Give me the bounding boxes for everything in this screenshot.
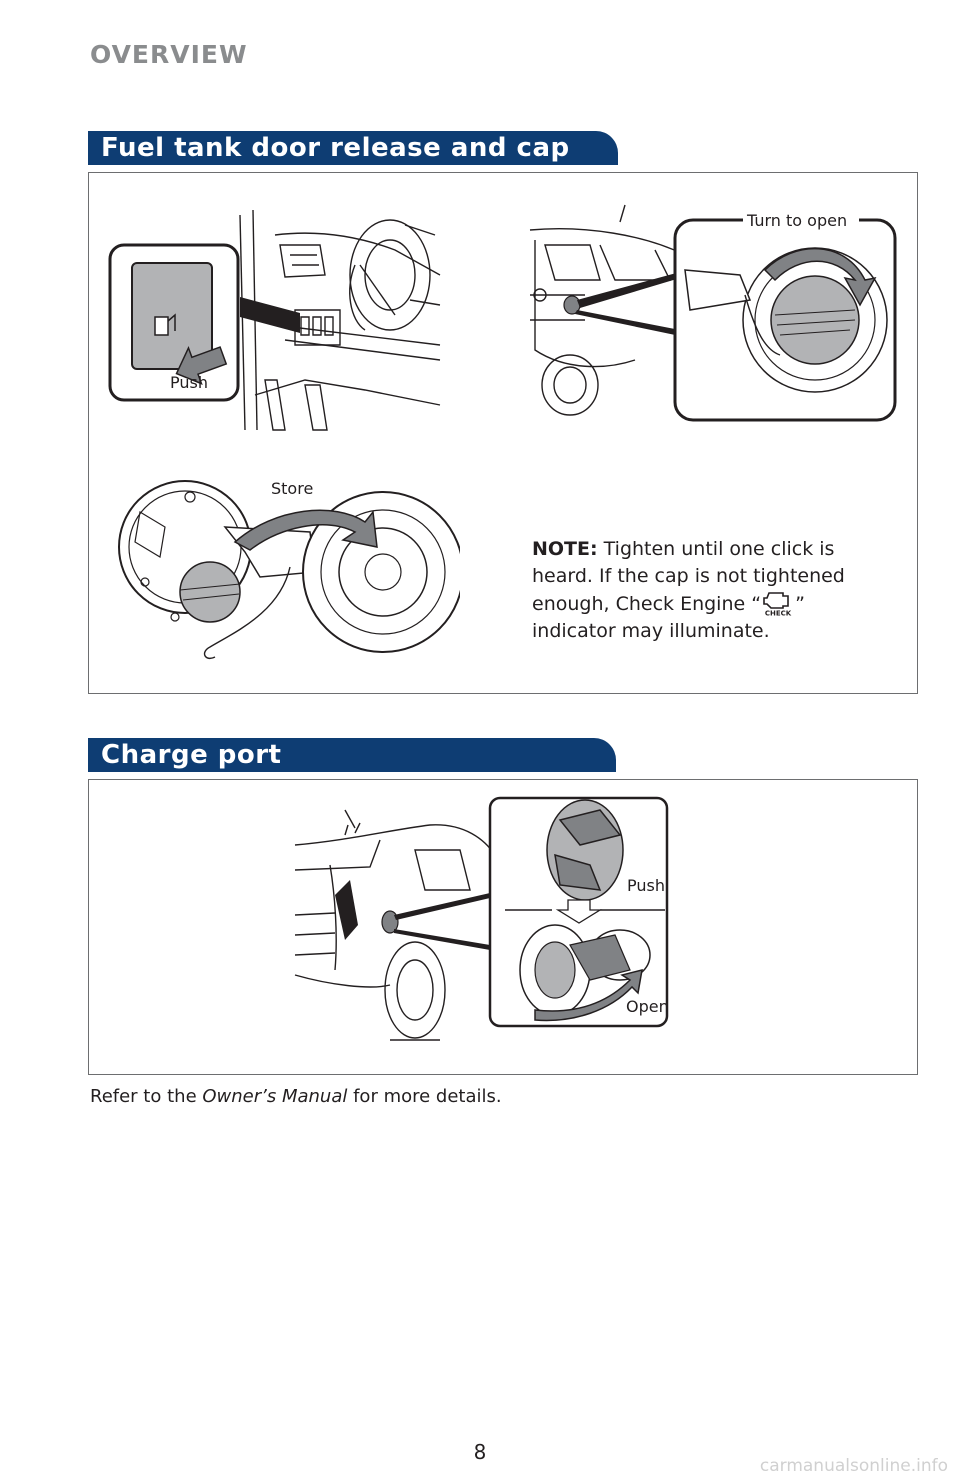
fuel-note (532, 536, 892, 645)
note-line-3 (532, 590, 892, 618)
page-number: 8 (473, 1440, 487, 1464)
note-line-1 (532, 536, 892, 563)
fuel-cap-store-diagram (115, 472, 460, 682)
fuel-section-title: Fuel tank door release and cap (101, 133, 570, 163)
fuel-push-label: Push (170, 373, 208, 392)
charge-push-label: Push (627, 876, 665, 895)
turn-to-open-label: Turn to open (747, 211, 848, 230)
note-line-2: heard. If the cap is not tightened (532, 565, 845, 587)
refer-post: for more details. (347, 1086, 502, 1107)
fuel-door-diagram (525, 200, 905, 430)
charge-section-banner (88, 738, 616, 772)
fuel-section-banner (88, 131, 618, 165)
watermark: carmanualsonline.info (759, 1456, 948, 1476)
charge-port-diagram (290, 795, 680, 1045)
store-label: Store (271, 479, 314, 498)
note-lead: NOTE: (532, 538, 598, 560)
check-engine-icon (761, 590, 795, 616)
charge-section-title: Charge port (101, 740, 282, 770)
note-line-4: indicator may illuminate. (532, 620, 770, 642)
svg-text:CHECK: CHECK (764, 609, 792, 616)
owners-manual-ref: Owner’s Manual (202, 1086, 348, 1107)
note-text-3b: ” (795, 593, 805, 615)
note-text-3: enough, Check Engine “ (532, 593, 762, 615)
note-text-1: Tighten until one click is (603, 538, 835, 560)
charge-open-label: Open (626, 997, 669, 1016)
section-label: OVERVIEW (90, 40, 248, 69)
refer-note (90, 1086, 502, 1107)
fuel-release-diagram (105, 205, 445, 435)
refer-pre: Refer to the (90, 1086, 203, 1107)
